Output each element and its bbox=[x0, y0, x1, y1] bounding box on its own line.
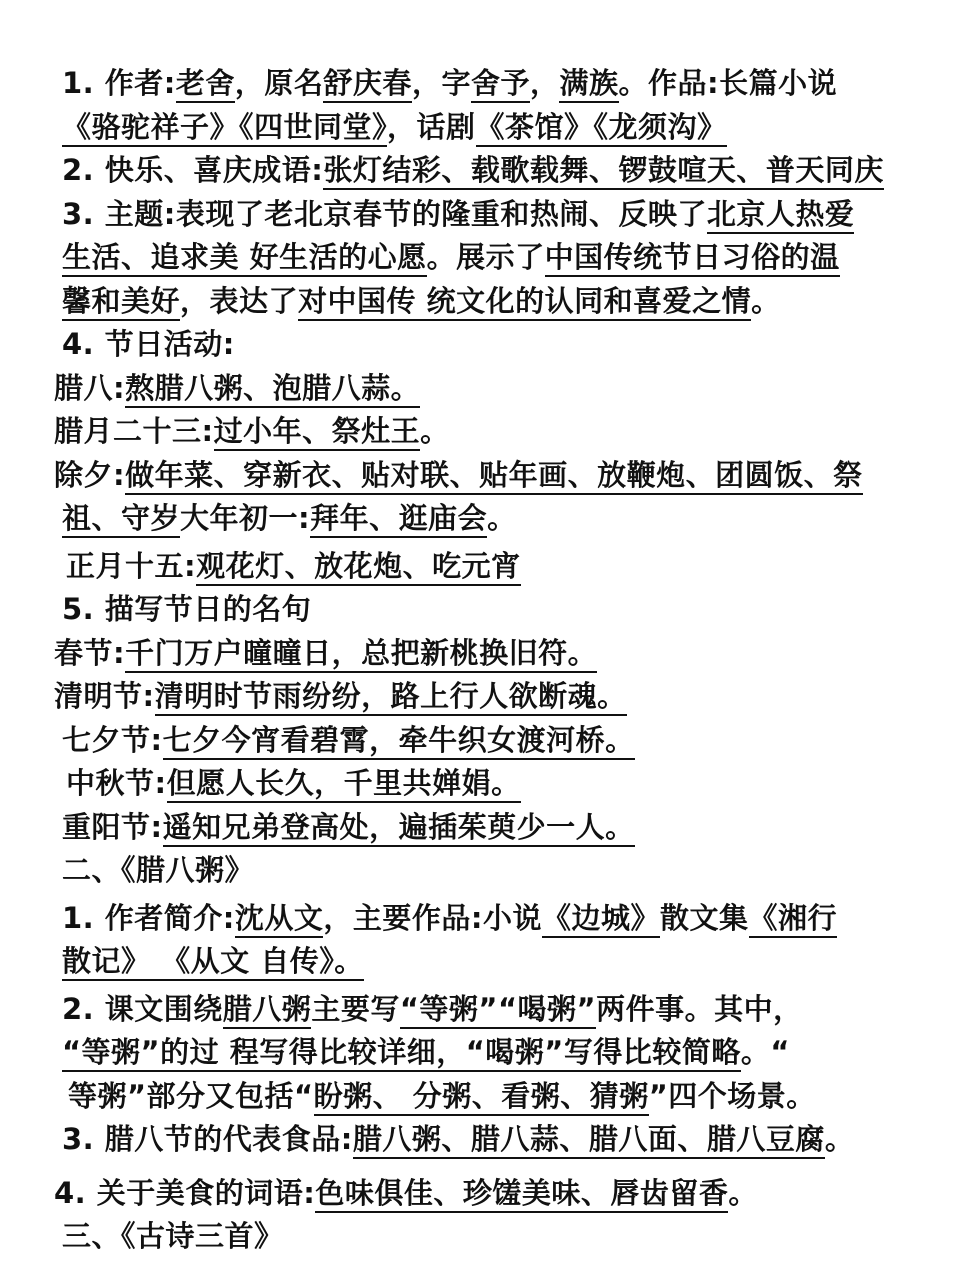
note-line bbox=[54, 1172, 922, 1216]
underlined-text: 北京人热爱 bbox=[707, 197, 855, 234]
note-line bbox=[62, 988, 922, 1032]
note-line bbox=[62, 719, 922, 763]
note-text: 腊月二十三: bbox=[54, 414, 214, 448]
note-line bbox=[54, 367, 922, 411]
note-text: 。 bbox=[487, 501, 517, 535]
note-line bbox=[62, 62, 922, 106]
underlined-text: 观花灯、放花炮、吃元宵 bbox=[196, 549, 521, 586]
note-text: 三、《古诗三首》 bbox=[62, 1219, 284, 1253]
note-text: 除夕: bbox=[54, 457, 126, 492]
note-text: 春节: bbox=[54, 635, 126, 670]
underlined-text: 对中国传 统文化的认同和喜爱之情 bbox=[298, 284, 751, 321]
note-line bbox=[62, 849, 922, 893]
note-line bbox=[62, 280, 922, 324]
note-text: 中秋节: bbox=[66, 766, 167, 800]
underlined-text: 沈从文 bbox=[235, 901, 324, 938]
note-text: 2. 课文围绕 bbox=[62, 991, 223, 1026]
note-text: 2. 快乐、喜庆成语: bbox=[62, 153, 324, 187]
note-text: 腊八: bbox=[54, 370, 126, 405]
underlined-text: 《骆驼祥子》《四世同堂》 bbox=[62, 110, 387, 147]
note-text: ，话剧 bbox=[387, 109, 476, 144]
underlined-text: 《边城》 bbox=[542, 901, 660, 938]
underlined-text: 色味俱佳、珍馐美味、唇齿留香 bbox=[315, 1176, 728, 1213]
note-line bbox=[62, 1075, 922, 1119]
note-line bbox=[62, 497, 922, 541]
note-line bbox=[62, 193, 922, 237]
underlined-text: 遥知兄弟登高处，遍插茱萸少一人。 bbox=[163, 810, 635, 847]
note-text: 。“ bbox=[740, 1035, 790, 1069]
underlined-text: 千门万户曈曈日，总把新桃换旧符。 bbox=[125, 636, 597, 673]
underlined-text: 《湘行 bbox=[749, 901, 838, 938]
underlined-text: 拜年、逛庙会 bbox=[310, 501, 487, 538]
note-text: 4. 节日活动: bbox=[62, 327, 235, 361]
underlined-text: 生活、追求美 好生活的心愿 bbox=[62, 240, 427, 277]
underlined-text: 过小年、祭灶王 bbox=[214, 414, 421, 451]
note-line bbox=[62, 897, 922, 941]
note-text: 5. 描写节日的名句 bbox=[62, 592, 312, 626]
underlined-text: 腊八粥、腊八蒜、腊八面、腊八豆腐 bbox=[353, 1122, 825, 1159]
study-notes bbox=[54, 62, 922, 1259]
note-line bbox=[54, 454, 922, 498]
note-text: ，字 bbox=[411, 66, 471, 100]
underlined-text: 祖、守岁 bbox=[62, 501, 180, 538]
note-line bbox=[62, 762, 922, 806]
note-line bbox=[62, 149, 922, 193]
note-text: 。作品:长篇小说 bbox=[618, 66, 838, 100]
note-line bbox=[62, 1215, 922, 1259]
note-text: 3. 腊八节的代表食品: bbox=[62, 1122, 353, 1156]
note-text: 正月十五: bbox=[66, 548, 197, 583]
note-text: 。 bbox=[824, 1122, 855, 1156]
note-text: 七夕节: bbox=[62, 722, 163, 757]
underlined-text: 七夕今宵看碧霄，牵牛织女渡河桥。 bbox=[163, 723, 635, 760]
underlined-text: 满族 bbox=[559, 66, 618, 103]
note-text: ， bbox=[529, 66, 560, 100]
underlined-text: 张灯结彩、载歌载舞、锣鼓喧天、普天同庆 bbox=[323, 153, 884, 190]
note-text: 等粥”部分又包括“ bbox=[68, 1078, 314, 1113]
note-line bbox=[54, 632, 922, 676]
note-text: 大年初一: bbox=[180, 501, 311, 535]
underlined-text: “等粥”“喝粥” bbox=[400, 992, 596, 1029]
note-text: 主要写 bbox=[311, 991, 400, 1026]
note-text: 3. 主题:表现了老北京春节的隆重和热闹、反映了 bbox=[62, 196, 707, 231]
note-line bbox=[62, 323, 922, 367]
note-line bbox=[62, 236, 922, 280]
note-text: 二、《腊八粥》 bbox=[62, 853, 255, 887]
note-text: 散文集 bbox=[660, 900, 749, 935]
note-text: 。 bbox=[420, 414, 450, 448]
note-text: 1. 作者简介: bbox=[62, 900, 235, 935]
underlined-text: 熬腊八粥、泡腊八蒜。 bbox=[125, 371, 420, 408]
note-line bbox=[62, 940, 922, 984]
underlined-text: 但愿人长久，千里共婵娟。 bbox=[167, 766, 521, 803]
underlined-text: 《茶馆》《龙须沟》 bbox=[476, 110, 727, 147]
note-line bbox=[62, 106, 922, 150]
note-text: 。 bbox=[728, 1175, 758, 1210]
note-line bbox=[62, 588, 922, 632]
note-text: 两件事。其中， bbox=[596, 991, 803, 1026]
note-text: 1. 作者: bbox=[62, 66, 176, 100]
note-text: ，表达了 bbox=[180, 283, 299, 318]
note-line bbox=[62, 1118, 922, 1162]
underlined-text: 盼粥、 分粥、看粥、猜粥 bbox=[314, 1079, 649, 1116]
note-line bbox=[62, 1031, 922, 1075]
underlined-text: 腊八粥 bbox=[223, 992, 312, 1029]
underlined-text: 舒庆春 bbox=[323, 66, 412, 103]
note-text: ，主要作品:小说 bbox=[323, 900, 543, 935]
underlined-text: “等粥”的过 程写得比较详细，“喝粥”写得比较简略 bbox=[62, 1035, 741, 1072]
note-line bbox=[54, 675, 922, 719]
note-line bbox=[54, 410, 922, 454]
underlined-text: 老舍 bbox=[176, 66, 235, 103]
note-text: ”四个场景。 bbox=[648, 1078, 816, 1113]
note-text: ，原名 bbox=[234, 66, 324, 100]
note-text: 清明节: bbox=[54, 679, 155, 713]
note-line bbox=[62, 806, 922, 850]
note-text: 。 bbox=[751, 283, 781, 318]
underlined-text: 清明时节雨纷纷，路上行人欲断魂。 bbox=[155, 679, 627, 716]
underlined-text: 舍予 bbox=[471, 66, 530, 103]
underlined-text: 馨和美好 bbox=[62, 284, 180, 321]
underlined-text: 散记》 《从文 自传》。 bbox=[62, 944, 364, 981]
underlined-text: 中国传统节日习俗的温 bbox=[545, 240, 840, 277]
underlined-text: 做年菜、穿新衣、贴对联、贴年画、放鞭炮、团圆饭、祭 bbox=[125, 458, 863, 495]
note-text: 4. 关于美食的词语: bbox=[54, 1175, 316, 1210]
note-text: 。展示了 bbox=[426, 240, 545, 274]
note-line bbox=[62, 545, 922, 589]
note-text: 重阳节: bbox=[62, 809, 163, 844]
